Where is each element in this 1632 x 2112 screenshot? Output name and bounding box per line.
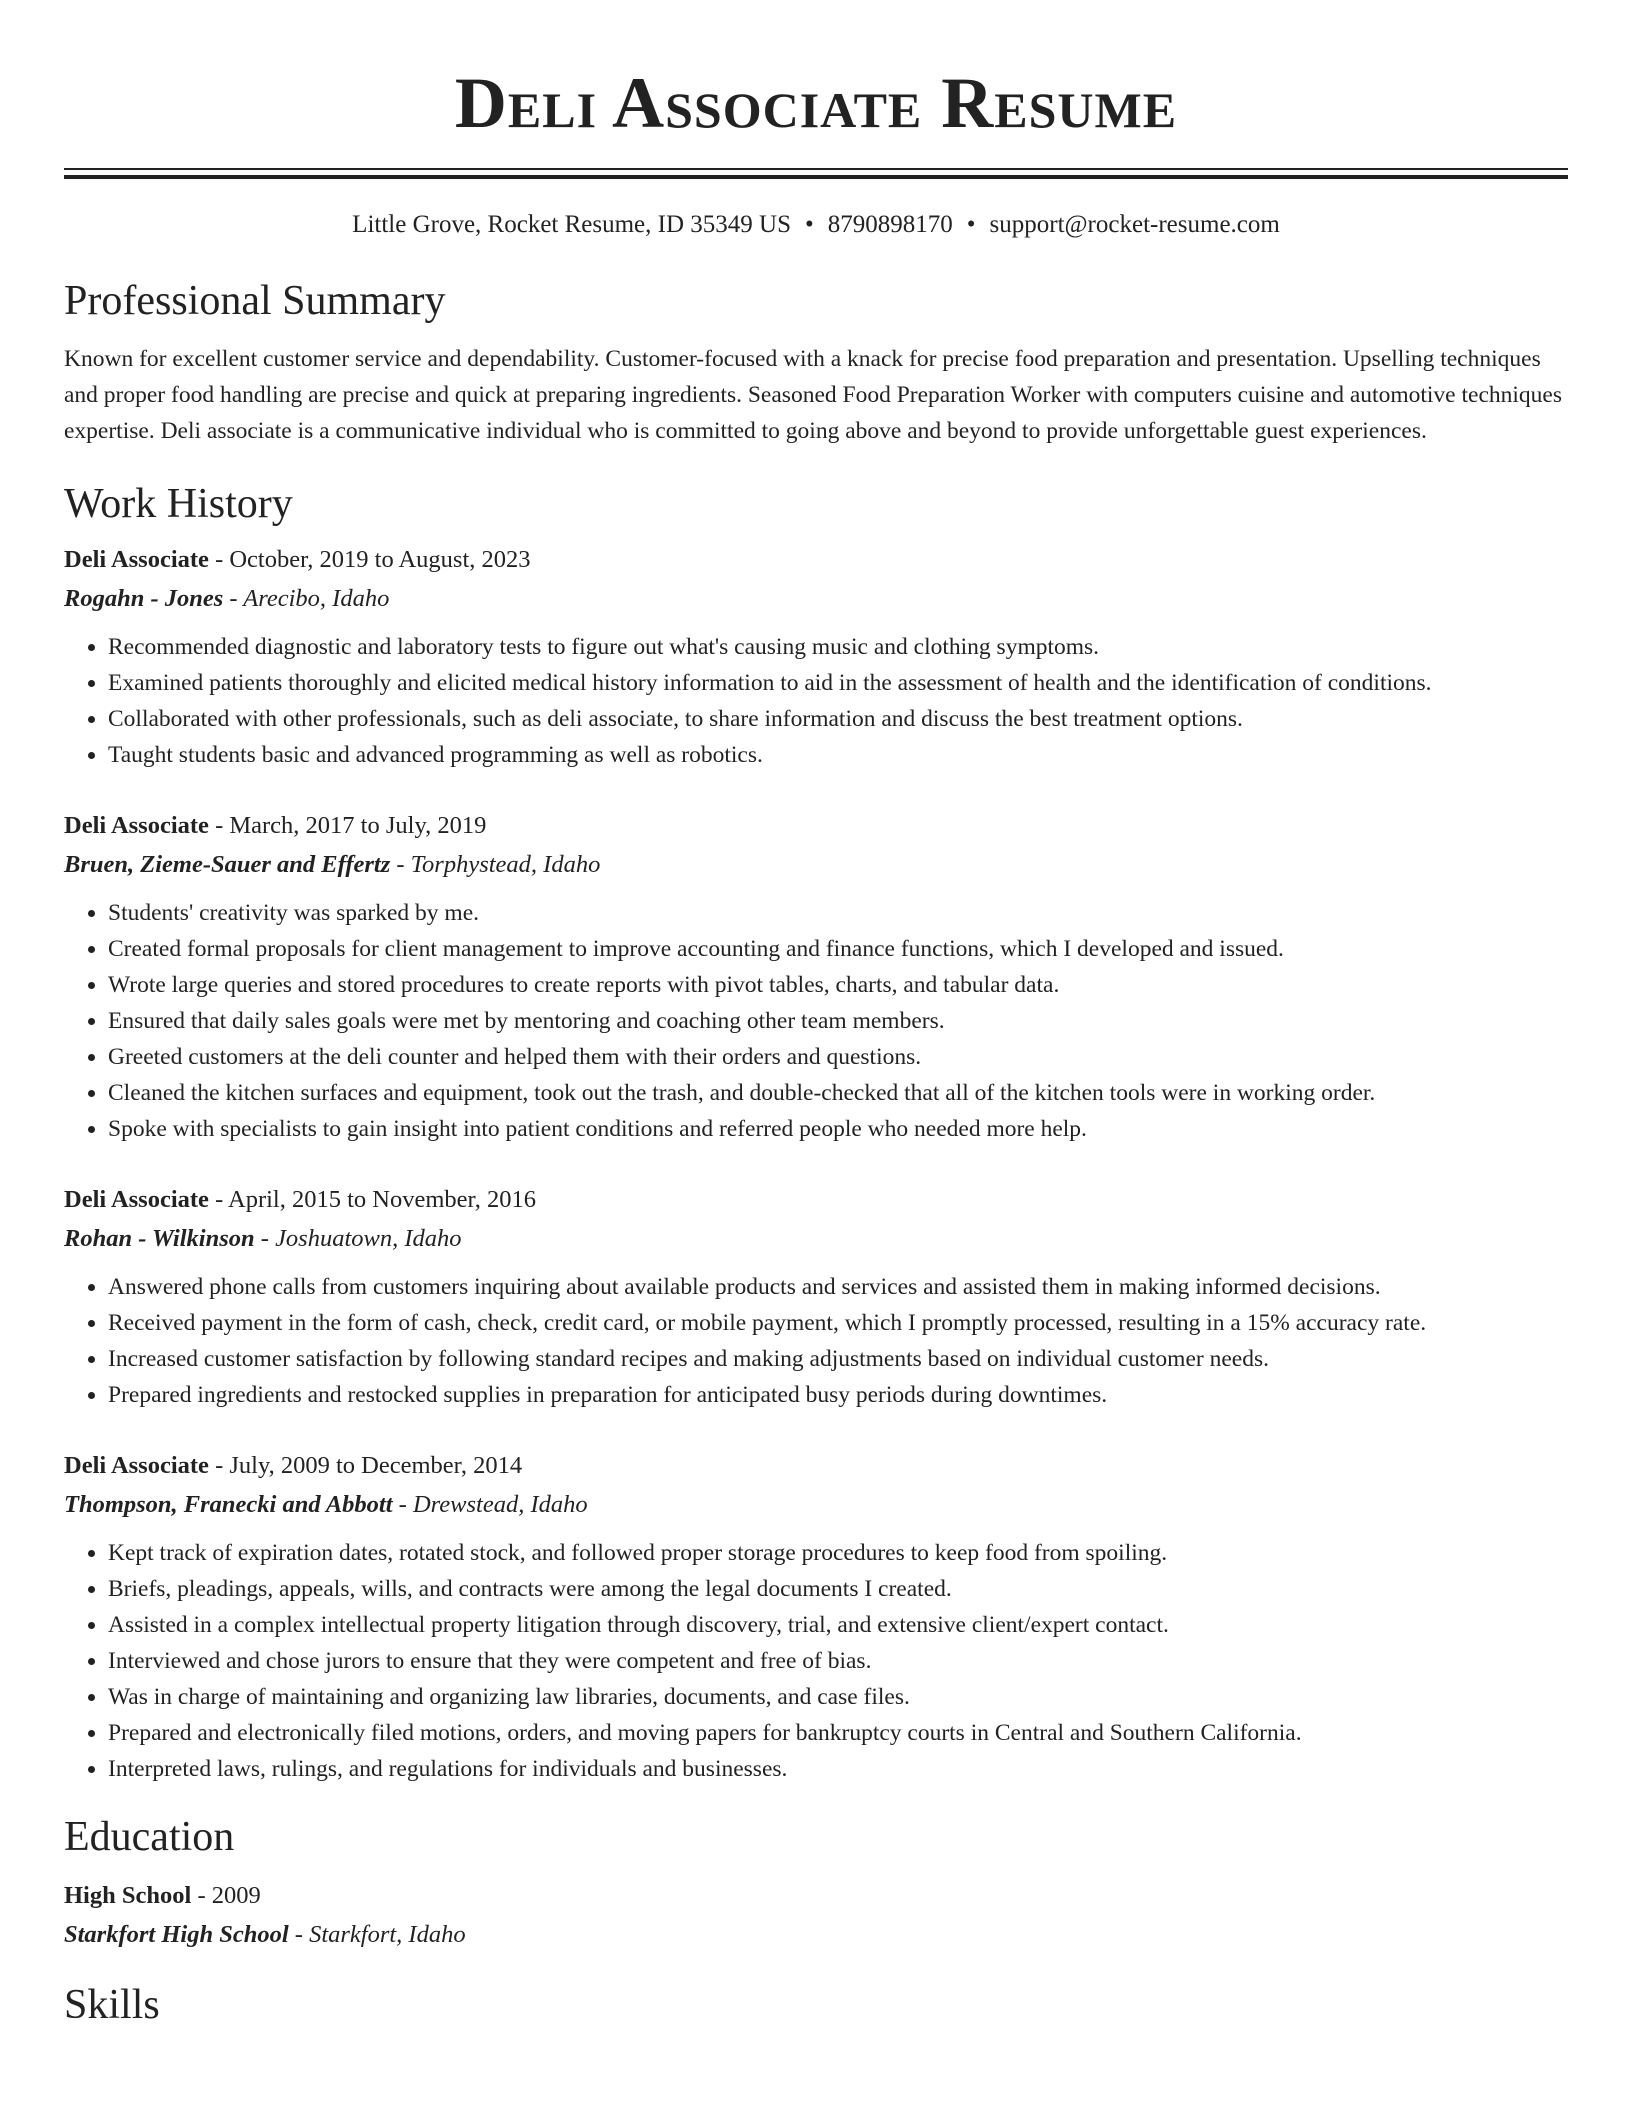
job-bullets xyxy=(64,629,1568,773)
list-item: • Examined patients thoroughly and elicited medical history information to aid in the assessment of health and the identification of conditions. xyxy=(108,665,1568,701)
company-name: Bruen, Zieme-Sauer and Effertz xyxy=(64,851,391,878)
work-history-heading: Work History xyxy=(64,481,293,527)
contact-email: support@rocket-resume.com xyxy=(989,211,1280,238)
company-name: Thompson, Franecki and Abbott xyxy=(64,1491,393,1518)
job-entry xyxy=(64,807,1568,1147)
title-divider xyxy=(64,168,1568,179)
resume-title: Deli Associate Resume xyxy=(454,63,1178,143)
list-item: • Was in charge of maintaining and organizing law libraries, documents, and case files. xyxy=(108,1679,1568,1715)
job-title: Deli Associate xyxy=(64,812,209,839)
list-item: • Assisted in a complex intellectual property litigation through discovery, trial, and extensive client/expert contact. xyxy=(108,1607,1568,1643)
list-item: • Answered phone calls from customers inquiring about available products and services and assisted them in making informed decisions. xyxy=(108,1269,1568,1305)
contact-phone: 8790898170 xyxy=(827,211,953,238)
job-location: Torphystead, Idaho xyxy=(410,851,601,878)
list-item: • Prepared ingredients and restocked supplies in preparation for anticipated busy periods during downtimes. xyxy=(108,1377,1568,1413)
education-school-line: Starkfort High School - Starkfort, Idaho xyxy=(64,1921,466,1948)
contact-line xyxy=(64,207,1568,243)
list-item: • Wrote large queries and stored procedures to create reports with pivot tables, charts, and tabular data. xyxy=(108,967,1568,1003)
list-item: • Spoke with specialists to gain insight into patient conditions and referred people who needed more help. xyxy=(108,1111,1568,1147)
education-year: 2009 xyxy=(211,1882,261,1909)
job-title-line: Deli Associate - July, 2009 to December, 2014 xyxy=(64,1452,523,1479)
job-title: Deli Associate xyxy=(64,1452,209,1479)
contact-address: Little Grove, Rocket Resume, ID 35349 US xyxy=(352,211,791,238)
employer-line: Rogahn - Jones - Arecibo, Idaho xyxy=(64,585,390,612)
list-item: • Ensured that daily sales goals were met by mentoring and coaching other team members. xyxy=(108,1003,1568,1039)
job-entry xyxy=(64,1181,1568,1413)
job-location: Arecibo, Idaho xyxy=(243,585,390,612)
job-entry xyxy=(64,1447,1568,1787)
resume-page xyxy=(64,0,1568,2031)
job-location: Joshuatown, Idaho xyxy=(275,1225,462,1252)
contact-separator: • xyxy=(805,211,814,238)
job-dates: April, 2015 to November, 2016 xyxy=(228,1186,536,1213)
list-item: • Taught students basic and advanced programming as well as robotics. xyxy=(108,737,1568,773)
school-name: Starkfort High School xyxy=(64,1921,289,1948)
summary-heading: Professional Summary xyxy=(64,278,446,324)
job-title: Deli Associate xyxy=(64,546,209,573)
job-title-line: Deli Associate - April, 2015 to November, 2016 xyxy=(64,1186,536,1213)
job-title-line: Deli Associate - October, 2019 to August, 2023 xyxy=(64,546,531,573)
list-item: • Kept track of expiration dates, rotated stock, and followed proper storage procedures to keep food from spoiling. xyxy=(108,1535,1568,1571)
list-item: • Interviewed and chose jurors to ensure that they were competent and free of bias. xyxy=(108,1643,1568,1679)
job-dates: October, 2019 to August, 2023 xyxy=(229,546,531,573)
job-bullets xyxy=(64,1535,1568,1787)
education-entry xyxy=(64,1877,1568,1955)
job-title-line: Deli Associate - March, 2017 to July, 2019 xyxy=(64,812,487,839)
list-item: • Collaborated with other professionals, such as deli associate, to share information and discuss the best treatment options. xyxy=(108,701,1568,737)
list-item: • Created formal proposals for client management to improve accounting and finance functions, which I developed and issued. xyxy=(108,931,1568,967)
company-name: Rohan - Wilkinson xyxy=(64,1225,255,1252)
summary-text: Known for excellent customer service and dependability. Customer-focused with a knack for precise food preparation and presentation. Upselling techniques and proper food handling are precise and quick at preparing ingredients. Seasoned Food Preparation Worker with computers cuisine and automotive techniques expertise. Deli associate is a communicative individual who is committed to going above and beyond to provide unforgettable guest experiences. xyxy=(64,346,1562,444)
list-item: • Increased customer satisfaction by following standard recipes and making adjustments based on individual customer needs. xyxy=(108,1341,1568,1377)
job-bullets xyxy=(64,1269,1568,1413)
employer-line: Rohan - Wilkinson - Joshuatown, Idaho xyxy=(64,1225,462,1252)
list-item: • Students' creativity was sparked by me. xyxy=(108,895,1568,931)
job-location: Drewstead, Idaho xyxy=(412,1491,588,1518)
list-item: • Greeted customers at the deli counter and helped them with their orders and questions. xyxy=(108,1039,1568,1075)
list-item: • Interpreted laws, rulings, and regulations for individuals and businesses. xyxy=(108,1751,1568,1787)
list-item: • Cleaned the kitchen surfaces and equipment, took out the trash, and double-checked that all of the kitchen tools were in working order. xyxy=(108,1075,1568,1111)
list-item: • Received payment in the form of cash, check, credit card, or mobile payment, which I promptly processed, resulting in a 15% accuracy rate. xyxy=(108,1305,1568,1341)
job-dates: March, 2017 to July, 2019 xyxy=(229,812,487,839)
skills-heading: Skills xyxy=(64,1982,160,2028)
list-item: • Prepared and electronically filed motions, orders, and moving papers for bankruptcy courts in Central and Southern California. xyxy=(108,1715,1568,1751)
employer-line: Thompson, Franecki and Abbott - Drewstead, Idaho xyxy=(64,1491,588,1518)
education-degree-line: High School - 2009 xyxy=(64,1882,261,1909)
list-item: • Briefs, pleadings, appeals, wills, and contracts were among the legal documents I created. xyxy=(108,1571,1568,1607)
job-title: Deli Associate xyxy=(64,1186,209,1213)
employer-line: Bruen, Zieme-Sauer and Effertz - Torphystead, Idaho xyxy=(64,851,601,878)
company-name: Rogahn - Jones xyxy=(64,585,224,612)
school-location: Starkfort, Idaho xyxy=(309,1921,466,1948)
job-dates: July, 2009 to December, 2014 xyxy=(229,1452,523,1479)
contact-separator: • xyxy=(966,211,976,238)
education-heading: Education xyxy=(64,1814,235,1860)
list-item: • Recommended diagnostic and laboratory tests to figure out what's causing music and clothing symptoms. xyxy=(108,629,1568,665)
job-entry xyxy=(64,541,1568,773)
job-bullets xyxy=(64,895,1568,1147)
education-degree: High School xyxy=(64,1882,192,1909)
